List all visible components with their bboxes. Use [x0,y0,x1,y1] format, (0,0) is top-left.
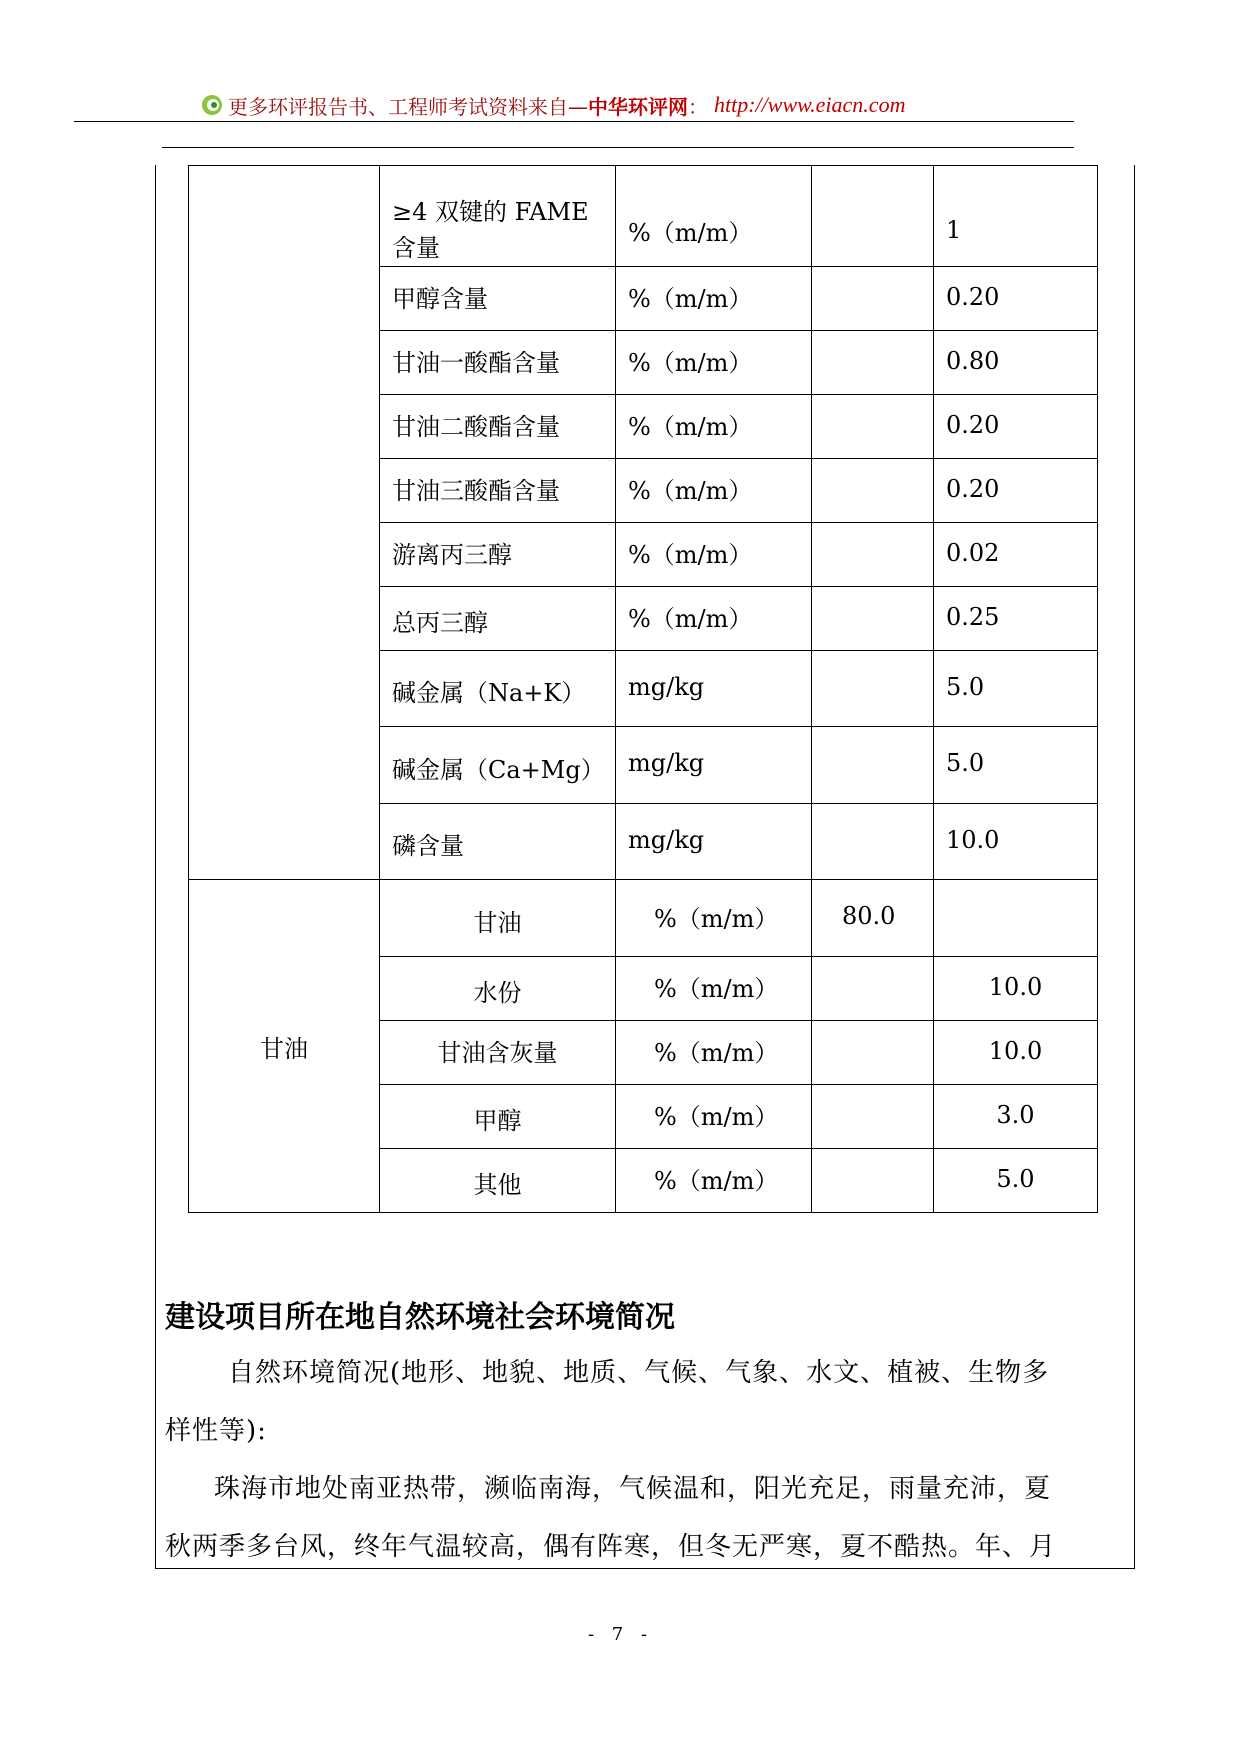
min-cell [812,331,934,395]
min-cell [812,395,934,459]
header-rule-top [74,121,1074,122]
header-pre-text: 更多环评报告书、工程师考试资料来自— [228,94,588,119]
item-cell: 磷含量 [380,804,616,880]
unit-cell: %（m/m） [616,523,812,587]
unit-cell: %（m/m） [616,587,812,651]
min-cell [812,1021,934,1085]
max-cell: 10.0 [934,804,1098,880]
max-cell: 5.0 [934,1149,1098,1213]
intro-line-1: 自然环境简况(地形、地貌、地质、气候、气象、水文、植被、生物多 [228,1358,1050,1388]
page-number: - 7 - [587,1624,654,1645]
item-cell: 甲醇含量 [380,267,616,331]
unit-cell: %（m/m） [616,459,812,523]
max-cell: 1 [934,166,1098,267]
section-title: 建设项目所在地自然环境社会环境简况 [165,1300,675,1335]
unit-cell: %（m/m） [616,267,812,331]
intro-line-2: 样性等): [165,1416,267,1446]
max-cell: 5.0 [934,651,1098,727]
min-cell [812,804,934,880]
item-cell: 甘油含灰量 [380,1021,616,1085]
header-brand[interactable]: 中华环评网 [588,94,688,119]
min-cell [812,523,934,587]
unit-cell: %（m/m） [616,1149,812,1213]
spec-table [188,165,1098,1213]
min-cell [812,651,934,727]
min-cell: 80.0 [812,880,934,957]
header-url-link[interactable]: http://www.eiacn.com [714,92,906,117]
item-cell: 甘油三酸酯含量 [380,459,616,523]
item-cell: 甘油一酸酯含量 [380,331,616,395]
max-cell: 10.0 [934,1021,1098,1085]
unit-cell: %（m/m） [616,395,812,459]
unit-cell: mg/kg [616,804,812,880]
max-cell [934,880,1098,957]
min-cell [812,459,934,523]
unit-cell: %（m/m） [616,880,812,957]
item-cell: 碱金属（Ca+Mg） [380,727,616,804]
header-colon: ： [688,94,708,119]
header-rule-bottom [162,147,1074,148]
min-cell [812,957,934,1021]
item-cell: 碱金属（Na+K） [380,651,616,727]
unit-cell: mg/kg [616,727,812,804]
min-cell [812,1085,934,1149]
item-cell: 游离丙三醇 [380,523,616,587]
unit-cell: %（m/m） [616,166,812,267]
item-cell: 甘油 [380,880,616,957]
max-cell: 0.20 [934,395,1098,459]
min-cell [812,727,934,804]
max-cell: 0.20 [934,459,1098,523]
item-cell: 其他 [380,1149,616,1213]
body-line-1: 珠海市地处南亚热带，濒临南海，气候温和，阳光充足，雨量充沛，夏 [214,1474,1052,1504]
max-cell: 0.25 [934,587,1098,651]
table-row [189,880,1098,957]
min-cell [812,267,934,331]
group-cell-empty [189,166,380,880]
unit-cell: %（m/m） [616,1085,812,1149]
group-cell-glycerol: 甘油 [189,880,380,1213]
max-cell: 10.0 [934,957,1098,1021]
max-cell: 0.20 [934,267,1098,331]
item-cell: 甲醇 [380,1085,616,1149]
item-cell: 甘油二酸酯含量 [380,395,616,459]
min-cell [812,587,934,651]
site-header [200,88,905,122]
unit-cell: %（m/m） [616,957,812,1021]
unit-cell: %（m/m） [616,1021,812,1085]
eia-logo-icon [200,93,224,117]
body-line-2: 秋两季多台风，终年气温较高，偶有阵寒，但冬无严寒，夏不酷热。年、月 [165,1532,1057,1562]
min-cell [812,166,934,267]
max-cell: 3.0 [934,1085,1098,1149]
item-cell: 总丙三醇 [380,587,616,651]
table-row [189,166,1098,267]
unit-cell: mg/kg [616,651,812,727]
max-cell: 0.02 [934,523,1098,587]
item-cell: ≥4 双键的 FAME 含量 [380,166,616,267]
item-cell: 水份 [380,957,616,1021]
max-cell: 0.80 [934,331,1098,395]
max-cell: 5.0 [934,727,1098,804]
min-cell [812,1149,934,1213]
unit-cell: %（m/m） [616,331,812,395]
